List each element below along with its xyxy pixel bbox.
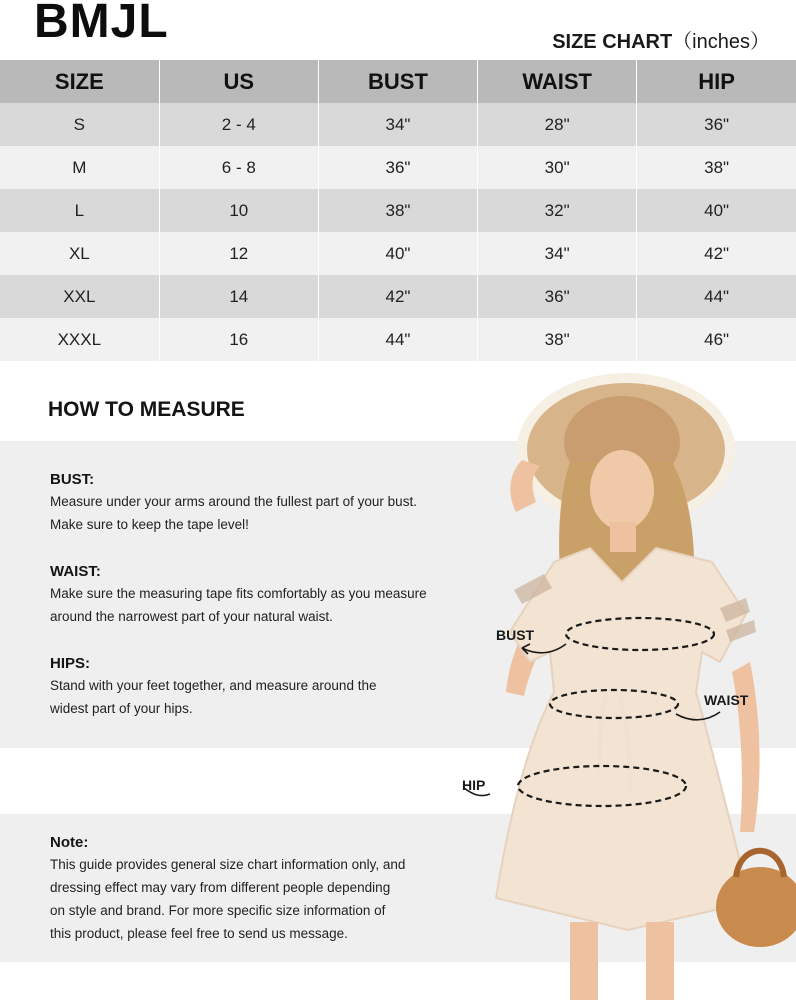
- header-bust: BUST: [318, 60, 477, 103]
- table-cell: 38": [318, 189, 477, 232]
- table-cell: 10: [159, 189, 318, 232]
- size-chart-table: [0, 60, 796, 361]
- note-heading: Note:: [50, 834, 89, 851]
- table-row: [0, 275, 796, 318]
- waist-heading: WAIST:: [50, 563, 101, 580]
- hip-label: HIP: [462, 777, 486, 793]
- note-text-1: This guide provides general size chart information only, and: [50, 857, 406, 872]
- table-row: [0, 232, 796, 275]
- table-header-row: [0, 60, 796, 103]
- note-text-4: this product, please feel free to send us message.: [50, 926, 348, 941]
- table-cell: 14: [159, 275, 318, 318]
- waist-label: WAIST: [704, 692, 749, 708]
- dress-icon: [496, 548, 750, 930]
- table-cell: L: [0, 189, 159, 232]
- header-size: SIZE: [0, 60, 159, 103]
- model-figure: [450, 362, 796, 1000]
- size-chart-title: [552, 30, 770, 54]
- table-cell: XL: [0, 232, 159, 275]
- table-cell: S: [0, 103, 159, 146]
- bust-text-2: Make sure to keep the tape level!: [50, 517, 249, 532]
- hips-text-2: widest part of your hips.: [50, 701, 193, 716]
- table-cell: 38": [478, 318, 637, 361]
- note-text-3: on style and brand. For more specific size information of: [50, 903, 386, 918]
- table-cell: 38": [637, 146, 796, 189]
- table-cell: 44": [637, 275, 796, 318]
- table-cell: 28": [478, 103, 637, 146]
- how-to-measure-title: HOW TO MEASURE: [48, 398, 245, 421]
- table-cell: 36": [637, 103, 796, 146]
- table-cell: 36": [318, 146, 477, 189]
- hips-text-1: Stand with your feet together, and measure around the: [50, 678, 377, 693]
- face-icon: [590, 450, 654, 530]
- note-text-2: dressing effect may vary from different people depending: [50, 880, 391, 895]
- bust-text-1: Measure under your arms around the fullest part of your bust.: [50, 494, 417, 509]
- table-cell: M: [0, 146, 159, 189]
- table-cell: XXXL: [0, 318, 159, 361]
- table-cell: 36": [478, 275, 637, 318]
- waist-text-1: Make sure the measuring tape fits comfortably as you measure: [50, 586, 427, 601]
- table-cell: 34": [318, 103, 477, 146]
- table-cell: XXL: [0, 275, 159, 318]
- table-cell: 32": [478, 189, 637, 232]
- table-row: [0, 318, 796, 361]
- table-cell: 30": [478, 146, 637, 189]
- table-cell: 42": [637, 232, 796, 275]
- table-row: [0, 146, 796, 189]
- bust-label: BUST: [496, 627, 535, 643]
- header-hip: HIP: [637, 60, 796, 103]
- size-chart-heading: SIZE CHART: [552, 31, 673, 53]
- table-cell: 6 - 8: [159, 146, 318, 189]
- table-cell: 40": [637, 189, 796, 232]
- size-chart-unit: （inches）: [672, 31, 770, 53]
- table-row: [0, 189, 796, 232]
- table-row: [0, 103, 796, 146]
- table-cell: 40": [318, 232, 477, 275]
- brand-logo: BMJL: [34, 0, 169, 48]
- table-cell: 34": [478, 232, 637, 275]
- header-waist: WAIST: [478, 60, 637, 103]
- table-cell: 44": [318, 318, 477, 361]
- table-cell: 16: [159, 318, 318, 361]
- header-us: US: [159, 60, 318, 103]
- table-cell: 12: [159, 232, 318, 275]
- table-cell: 2 - 4: [159, 103, 318, 146]
- table-cell: 42": [318, 275, 477, 318]
- bust-heading: BUST:: [50, 471, 95, 488]
- hips-heading: HIPS:: [50, 655, 91, 672]
- waist-text-2: around the narrowest part of your natural waist.: [50, 609, 333, 624]
- table-cell: 46": [637, 318, 796, 361]
